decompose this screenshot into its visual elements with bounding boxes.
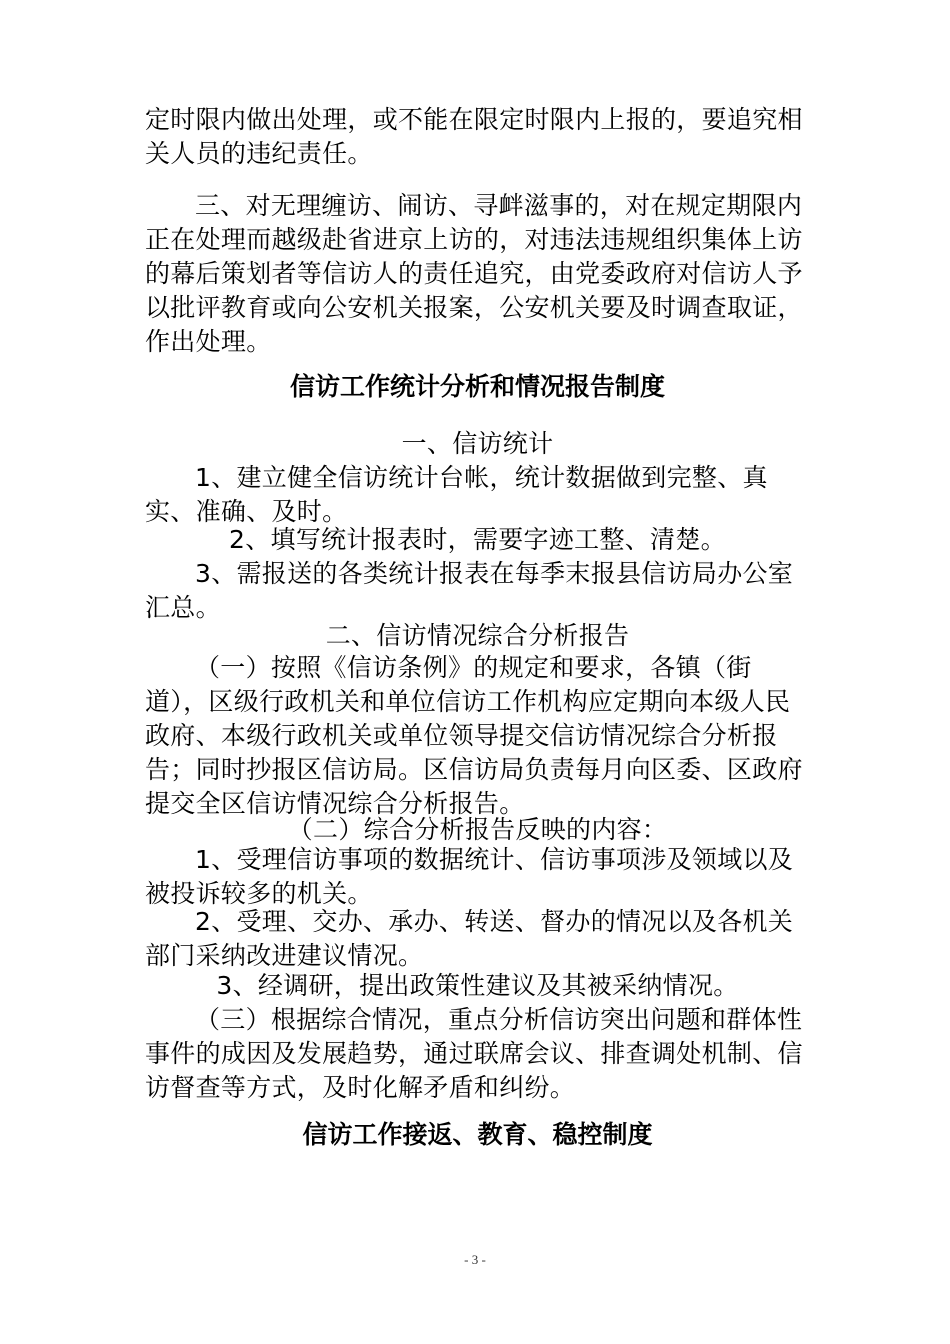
paragraph-report-contents: （二）综合分析报告反映的内容： [287,815,668,844]
list-item-reporting: 3、需报送的各类统计报表在每季末报县信访局办公室汇总。 [145,559,794,622]
list-item-policy-suggestions: 3、经调研，提出政策性建议及其被采纳情况。 [216,971,739,1000]
paragraph-accountability: 三、对无理缠访、闹访、寻衅滋事的，对在规定期限内正在处理而越级赴省进京上访的，对违法违规组织集体上访的幕后策划者等信访人的责任追究，由党委政府对信访人予以批评教育或向公安机关报案，公安机关要及时调查取证，作出处理。 [145,191,803,356]
subheading-statistics: 一、信访统计 [401,429,554,458]
paragraph-report-requirements: （一）按照《信访条例》的规定和要求，各镇（街道），区级行政机关和单位信访工作机构应定期向本级人民政府、本级行政机关或单位领导提交信访情况综合分析报告；同时抄报区信访局。区信访局负责每月向区委、区政府提交全区信访情况综合分析报告。 [145,653,803,818]
list-item-ledger: 1、建立健全信访统计台帐，统计数据做到完整、真实、准确、及时。 [145,463,768,526]
list-item-handling: 2、受理、交办、承办、转送、督办的情况以及各机关部门采纳改进建议情况。 [145,907,794,970]
page-number: - 3 - [464,1252,486,1267]
section-title-statistics: 信访工作统计分析和情况报告制度 [289,372,665,401]
list-item-data-statistics: 1、受理信访事项的数据统计、信访事项涉及领域以及被投诉较多的机关。 [145,845,794,908]
list-item-forms: 2、填写统计报表时，需要字迹工整、清楚。 [229,525,726,554]
paragraph-continuation: 定时限内做出处理，或不能在限定时限内上报的，要追究相关人员的违纪责任。 [145,105,803,168]
section-title-return-education: 信访工作接返、教育、稳控制度 [302,1120,653,1149]
paragraph-trend-analysis: （三）根据综合情况，重点分析信访突出问题和群体性事件的成因及发展趋势，通过联席会议、排查调处机制、信访督查等方式，及时化解矛盾和纠纷。 [145,1005,803,1102]
subheading-analysis-report: 二、信访情况综合分析报告 [325,621,630,650]
